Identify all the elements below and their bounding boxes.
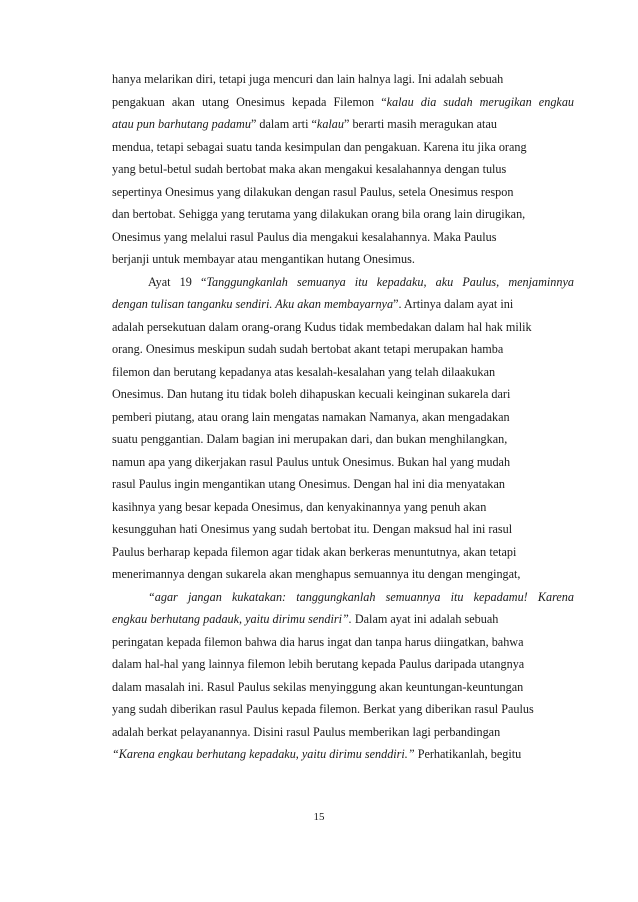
- text-span: suatu penggantian. Dalam bagian ini merupakan dari, dan bukan menghilangkan,: [112, 432, 508, 446]
- italic-quote-span: atau pun barhutang padamu: [112, 117, 251, 131]
- text-span: dalam masalah ini. Rasul Paulus sekilas menyinggung akan keuntungan-keuntungan: [112, 679, 524, 694]
- text-line: [112, 203, 574, 226]
- text-line: [112, 608, 574, 631]
- text-line: [112, 181, 574, 204]
- text-line: [112, 113, 574, 136]
- text-span: dan bertobat. Sehigga yang terutama yang dilakukan orang bila orang lain dirugikan,: [112, 207, 526, 221]
- italic-quote-span: engkau berhutang padauk, yaitu dirimu sendiri”.: [112, 612, 352, 626]
- text-line: [112, 91, 574, 114]
- text-line: [112, 68, 574, 91]
- text-span: adalah berkat pelayanannya. Disini rasul Paulus memberikan lagi perbandingan: [112, 724, 501, 739]
- text-span: Dalam ayat ini adalah sebuah: [351, 612, 499, 626]
- text-line: [112, 586, 574, 609]
- text-line: [112, 743, 574, 766]
- text-span: kesungguhan hati Onesimus yang sudah bertobat itu. Dengan maksud hal ini rasul: [112, 522, 513, 536]
- text-line: [112, 406, 574, 429]
- text-line: [112, 631, 574, 654]
- text-line: [112, 496, 574, 519]
- text-span: pemberi piutang, atau orang lain mengatas namakan Namanya, akan mengadakan: [112, 409, 510, 424]
- text-line: [112, 473, 574, 496]
- text-span: yang betul-betul sudah bertobat maka akan mengakui kesalahannya dengan tulus: [112, 162, 507, 176]
- text-span: berjanji untuk membayar atau mengantikan hutang Onesimus.: [112, 252, 415, 266]
- text-span: menerimannya dengan sukarela akan menghapus semuannya itu dengan mengingat,: [112, 567, 521, 581]
- italic-quote-span: kalau dia sudah merugikan engkau: [386, 94, 575, 109]
- text-span: mendua, tetapi sebagai suatu tanda kesimpulan dan pengakuan. Karena itu jika orang: [112, 139, 527, 154]
- text-span: orang. Onesimus meskipun sudah sudah bertobat akant tetapi merupakan hamba: [112, 342, 504, 356]
- text-span: Onesimus yang melalui rasul Paulus dia mengakui kesalahannya. Maka Paulus: [112, 229, 497, 244]
- italic-quote-span: Tanggungkanlah semuanya itu kepadaku, aku Paulus, menjaminnya: [206, 274, 574, 289]
- italic-quote-span: “agar jangan kukatakan: tanggungkanlah semuannya itu kepadamu! Karena: [148, 589, 574, 604]
- italic-quote-span: “Karena engkau berhutang kepadaku, yaitu dirimu senddiri.”: [112, 747, 415, 761]
- text-span: Perhatikanlah, begitu: [414, 747, 522, 761]
- text-span: pengakuan akan utang Onesimus kepada Filemon “: [112, 94, 387, 109]
- text-line: [112, 293, 574, 316]
- italic-quote-span: dengan tulisan tanganku sendiri. Aku akan membayarnya: [112, 297, 394, 311]
- text-span: ” berarti masih meragukan atau: [344, 117, 497, 131]
- text-span: ”. Artinya dalam ayat ini: [393, 297, 514, 311]
- text-span: Onesimus. Dan hutang itu tidak boleh dihapuskan kecuali keinginan sukarela dari: [112, 387, 511, 401]
- text-line: [112, 541, 574, 564]
- text-span: ” dalam arti “: [250, 117, 317, 131]
- text-line: [112, 721, 574, 744]
- text-span: yang sudah diberikan rasul Paulus kepada filemon. Berkat yang diberikan rasul Paulus: [112, 702, 534, 716]
- body-text: [112, 68, 574, 766]
- text-span: rasul Paulus ingin mengantikan utang Onesimus. Dengan hal ini dia menyatakan: [112, 477, 505, 491]
- text-line: [112, 518, 574, 541]
- text-line: [112, 158, 574, 181]
- text-span: filemon dan berutang kepadanya atas kesalah-kesalahan yang telah dilaakukan: [112, 364, 496, 379]
- text-line: [112, 451, 574, 474]
- text-line: [112, 653, 574, 676]
- text-line: [112, 338, 574, 361]
- text-span: namun apa yang dikerjakan rasul Paulus untuk Onesimus. Bukan hal yang mudah: [112, 454, 511, 469]
- page-number: 15: [313, 811, 325, 823]
- text-line: [112, 226, 574, 249]
- text-span: Ayat 19 “: [148, 274, 207, 289]
- text-line: [112, 383, 574, 406]
- text-span: hanya melarikan diri, tetapi juga mencuri dan lain halnya lagi. Ini adalah sebuah: [112, 72, 504, 86]
- text-span: peringatan kepada filemon bahwa dia harus ingat dan tanpa harus diingatkan, bahwa: [112, 634, 524, 649]
- text-line: [112, 563, 574, 586]
- text-line: [112, 271, 574, 294]
- text-line: [112, 361, 574, 384]
- italic-quote-span: kalau: [316, 117, 344, 131]
- text-line: [112, 316, 574, 339]
- text-span: sepertinya Onesimus yang dilakukan dengan rasul Paulus, setela Onesimus respon: [112, 184, 514, 199]
- text-span: Paulus berharap kepada filemon agar tidak akan berkeras menuntutnya, akan tetapi: [112, 544, 517, 559]
- text-span: kasihnya yang besar kepada Onesimus, dan kenyakinannya yang penuh akan: [112, 499, 487, 514]
- text-line: [112, 248, 574, 271]
- text-line: [112, 676, 574, 699]
- text-line: [112, 136, 574, 159]
- text-line: [112, 698, 574, 721]
- text-span: dalam hal-hal yang lainnya filemon lebih berutang kepada Paulus daripada utangnya: [112, 657, 525, 671]
- text-line: [112, 428, 574, 451]
- text-span: adalah persekutuan dalam orang-orang Kudus tidak membedakan dalam hal hak milik: [112, 319, 532, 334]
